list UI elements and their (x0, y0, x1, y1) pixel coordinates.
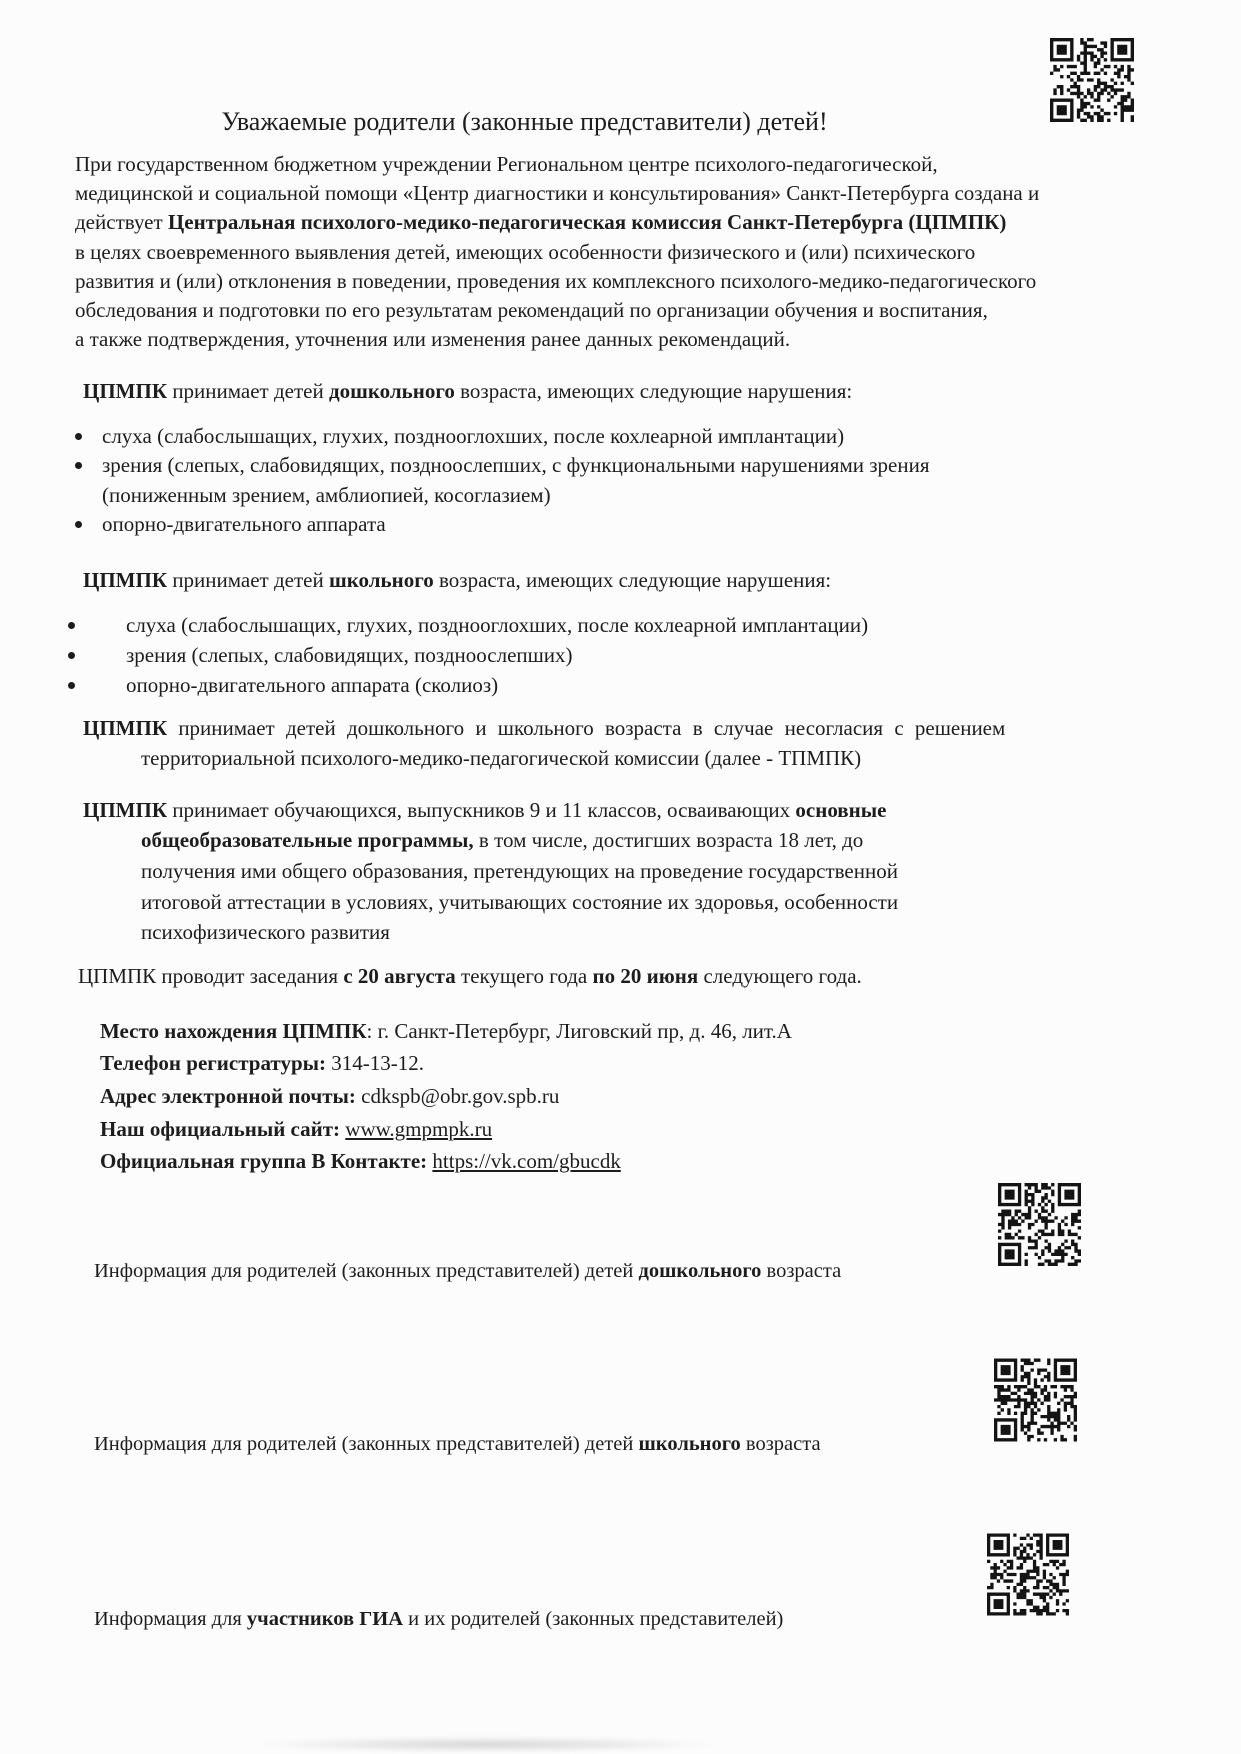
intro-text: действует (75, 210, 168, 235)
bullet-line: зрения (слепых, слабовидящих, поздноослепших, с функциональными нарушениями зрения (102, 453, 930, 478)
heading-text: возраста, имеющих следующие нарушения: (454, 379, 853, 404)
caption-school (94, 1433, 821, 1456)
contact-label: Адрес электронной почты: (100, 1083, 356, 1108)
intro-line: развития и (или) отклонения в поведении, проведения их комплексного психолого-медико-педагогического (75, 268, 1037, 293)
qr-code-school (994, 1358, 1077, 1442)
contact-phone (100, 1047, 1050, 1080)
paragraph-text: принимает обучающихся, выпускников 9 и 11 классов, осваивающих (167, 797, 796, 822)
age-group-bold: школьного (328, 567, 434, 592)
intro-line: в целях своевременного выявления детей, имеющих особенности физического и (или) психического (75, 239, 976, 264)
caption-text: Информация для (94, 1608, 247, 1630)
contact-value: cdkspb@obr.gov.spb.ru (355, 1083, 560, 1108)
caption-text: Информация для родителей (законных представителей) детей (94, 1260, 639, 1282)
date-from-bold: с 20 августа (343, 963, 456, 988)
programs-bold: общеобразовательные программы, (141, 828, 474, 853)
tpmpk-paragraph (83, 713, 1050, 774)
caption-text: возраста (740, 1433, 821, 1455)
contact-site (100, 1113, 1050, 1146)
contact-vk (100, 1145, 1050, 1178)
caption-preschool (94, 1260, 841, 1283)
caption-text: Информация для родителей (законных представителей) детей (94, 1433, 639, 1455)
heading-text: возраста, имеющих следующие нарушения: (433, 567, 832, 592)
qr-code-gia (987, 1531, 1069, 1618)
intro-line: а также подтверждения, уточнения или изменения ранее данных рекомендаций. (75, 327, 791, 352)
bullet-line: (пониженным зрением, амблиопией, косоглазием) (102, 482, 551, 507)
schedule-text: ЦПМПК проводит заседания (78, 963, 344, 988)
programs-bold: основные (795, 797, 887, 822)
org-abbrev: ЦПМПК (83, 379, 168, 404)
contact-value: 314-13-12. (326, 1051, 425, 1076)
contact-label: Наш официальный сайт: (100, 1116, 341, 1141)
vk-link[interactable]: https://vk.com/gbucdk (432, 1149, 621, 1174)
bullet-item: слуха (слабослышащих, глухих, позднооглохших, после кохлеарной имплантации) (75, 422, 1050, 451)
qr-code-preschool (998, 1183, 1081, 1266)
intro-paragraph (75, 150, 1050, 354)
contact-email (100, 1080, 1050, 1113)
bullet-item: опорно-двигательного аппарата (сколиоз) (75, 670, 1050, 700)
intro-line: медицинской и социальной помощи «Центр диагностики и консультирования» Санкт-Петербурга создана и (75, 181, 1040, 206)
contacts-block (100, 1015, 1050, 1178)
schedule-line (78, 962, 1050, 991)
paragraph-line (83, 795, 1050, 826)
intro-line: При государственном бюджетном учреждении Региональном центре психолого-педагогической, (75, 152, 938, 176)
bullet-item: опорно-двигательного аппарата (75, 510, 1050, 539)
paragraph-line: территориальной психолого-медико-педагогической комиссии (далее - ТПМПК) (141, 746, 862, 771)
age-group-bold: дошкольного (328, 379, 455, 404)
caption-bold: участников ГИА (246, 1608, 404, 1630)
intro-line (75, 208, 1050, 237)
org-abbrev: ЦПМПК (83, 567, 168, 592)
caption-text: возраста (761, 1260, 842, 1282)
contact-label: Телефон регистратуры: (100, 1051, 327, 1076)
caption-text: и их родителей (законных представителей) (403, 1608, 784, 1630)
paragraph-line: психофизического развития (141, 920, 390, 945)
org-abbrev: ЦПМПК (83, 715, 168, 740)
school-bullet-list (75, 610, 1050, 700)
heading-text: принимает детей (167, 567, 329, 592)
contact-label: Место нахождения ЦПМПК (100, 1018, 367, 1043)
bullet-item: зрения (слепых, слабовидящих, поздноослепших) (75, 640, 1050, 670)
preschool-heading (83, 377, 1050, 406)
page-title: Уважаемые родители (законные представители) детей! (221, 107, 828, 136)
paragraph-text: принимает детей дошкольного и школьного возраста в случае несогласия с решением (167, 715, 1006, 740)
commission-name-bold: Центральная психолого-медико-педагогическая комиссия Санкт-Петербурга (ЦПМПК) (167, 210, 1007, 235)
bullet-item (75, 451, 1050, 509)
document-body (75, 106, 1050, 1178)
heading-text: принимает детей (167, 379, 329, 404)
schedule-text: следующего года. (698, 963, 862, 988)
paragraph-line (83, 713, 1050, 744)
caption-bold: дошкольного (638, 1260, 762, 1282)
scan-artifact (255, 1737, 715, 1752)
paragraph-text: в том числе, достигших возраста 18 лет, до (473, 828, 864, 853)
contact-value: : г. Санкт-Петербург, Лиговский пр, д. 46, лит.А (366, 1018, 792, 1043)
preschool-bullet-list (75, 422, 1050, 538)
qr-code-main (1050, 38, 1134, 122)
paragraph-line: получения ими общего образования, претендующих на проведение государственной (141, 859, 898, 883)
paragraph-line (141, 825, 1050, 856)
schedule-text: текущего года (455, 963, 593, 988)
intro-line: обследования и подготовки по его результатам рекомендаций по организации обучения и воспитания, (75, 298, 988, 323)
caption-gia (94, 1608, 783, 1631)
date-to-bold: по 20 июня (592, 963, 699, 988)
contact-label: Официальная группа В Контакте: (100, 1149, 428, 1174)
school-heading (83, 566, 1050, 595)
gia-paragraph (83, 795, 1050, 948)
site-link[interactable]: www.gmpmpk.ru (345, 1116, 493, 1141)
org-abbrev: ЦПМПК (83, 797, 168, 822)
contact-location (100, 1015, 1050, 1048)
caption-bold: школьного (638, 1433, 741, 1455)
paragraph-line: итоговой аттестации в условиях, учитывающих состояние их здоровья, особенности (141, 889, 899, 914)
bullet-item: слуха (слабослышащих, глухих, позднооглохших, после кохлеарной имплантации) (75, 610, 1050, 640)
